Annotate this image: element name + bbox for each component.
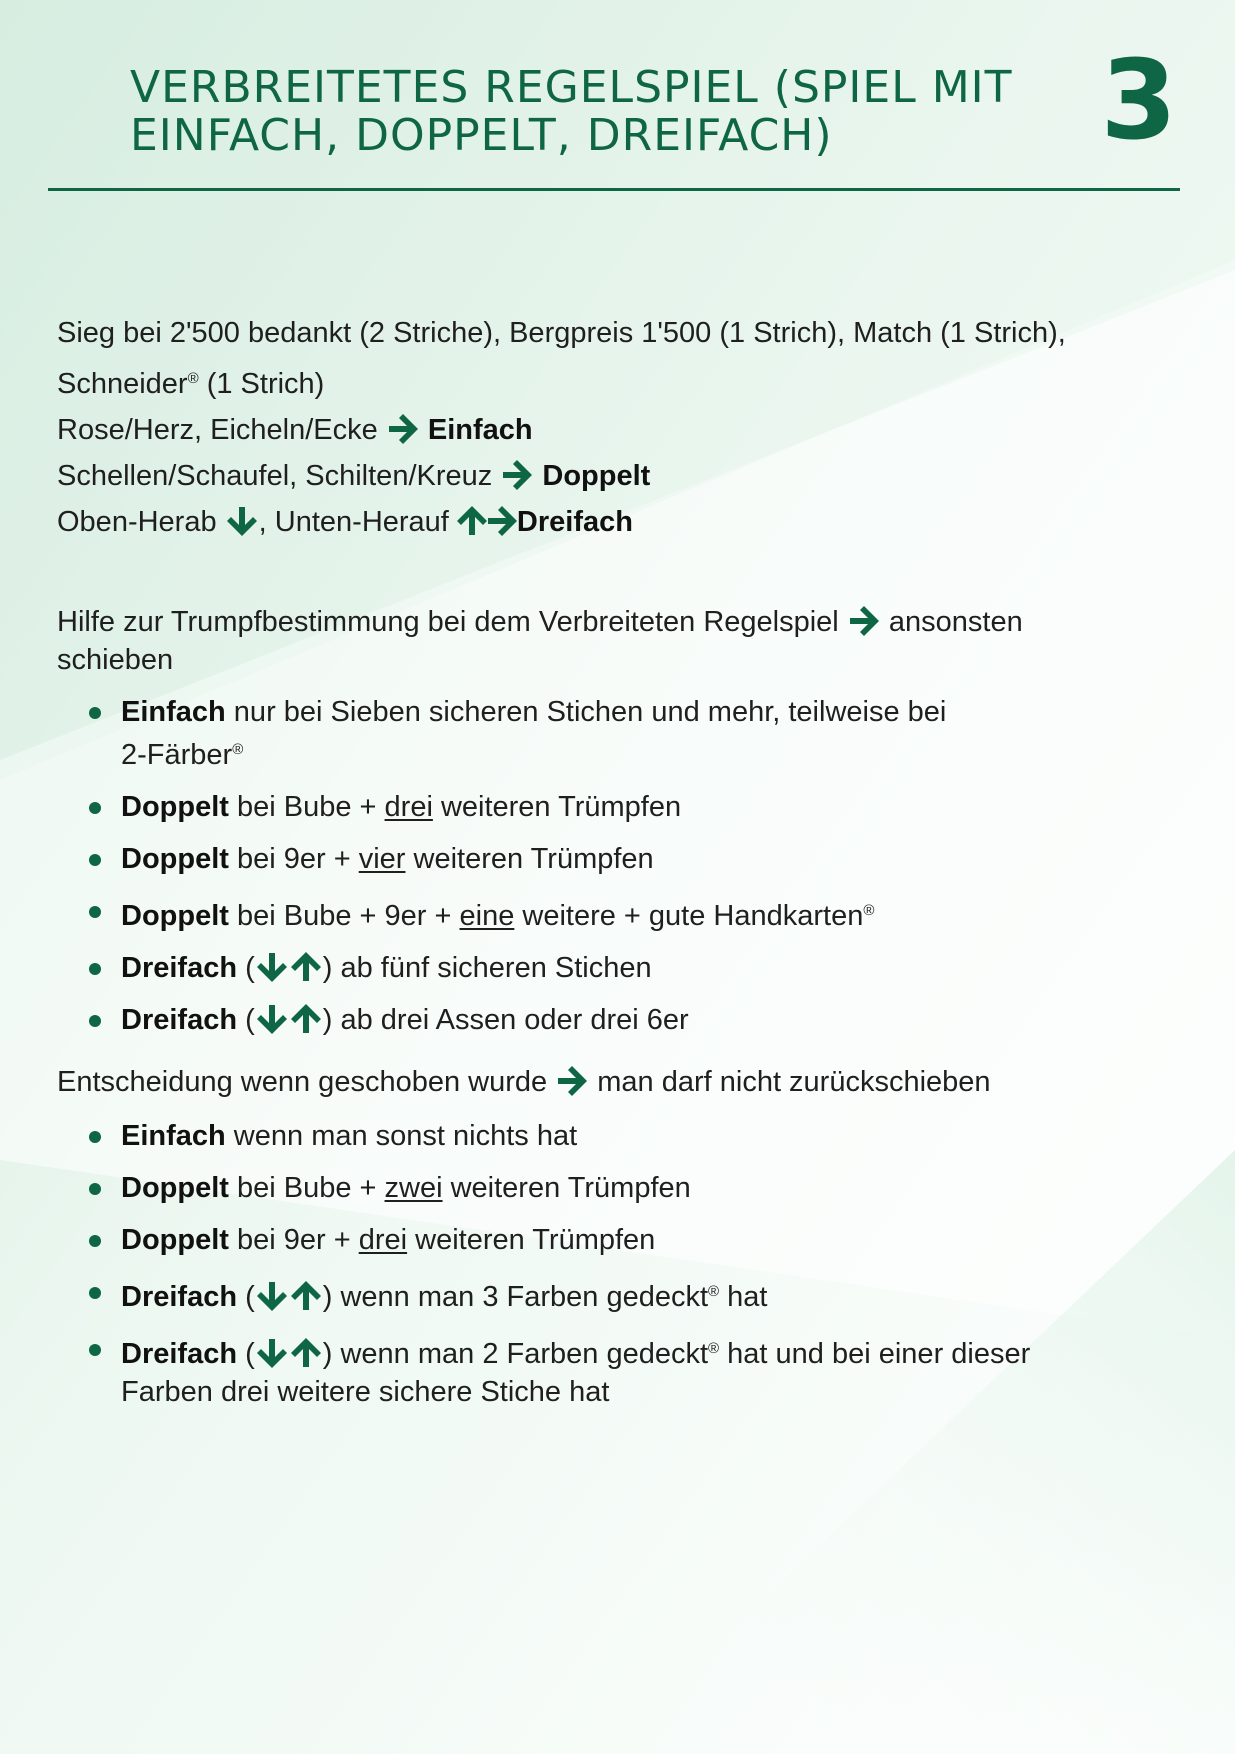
content — [57, 310, 1187, 1425]
bullet-dot — [89, 802, 101, 814]
list-item: Doppelt bei Bube + zwei weiteren Trümpfen — [57, 1169, 1187, 1207]
bullet-dot — [89, 1015, 101, 1027]
list-item: Dreifach ( ) wenn man 3 Farben gedeckt® hat — [57, 1273, 1187, 1316]
list-item: Doppelt bei Bube + 9er + eine weitere + gute Handkarten® — [57, 892, 1187, 935]
title-line-2: EINFACH, DOPPELT, DREIFACH) — [130, 110, 833, 161]
header-divider — [48, 188, 1180, 191]
page-number: 3 — [1100, 36, 1177, 164]
arrow-down-icon — [255, 1002, 289, 1036]
bullet-dot — [89, 1183, 101, 1195]
bullet-dot — [89, 707, 101, 719]
help-list — [57, 693, 1187, 1039]
arrow-right-icon — [500, 458, 534, 492]
arrow-right-icon — [555, 1064, 589, 1098]
help-intro: Hilfe zur Trumpfbestimmung bei dem Verbreiteten Regelspiel ansonsten schieben — [57, 606, 1023, 676]
list-item: Dreifach ( ) wenn man 2 Farben gedeckt® hat und bei einer dieser Farben drei weitere sichere Stiche hat — [57, 1330, 1187, 1411]
rule-rose: Rose/Herz, Eicheln/Ecke Einfach — [57, 414, 533, 446]
decision-list — [57, 1117, 1187, 1411]
bullet-dot — [89, 906, 101, 918]
arrow-down-icon — [255, 1279, 289, 1313]
arrow-right-icon — [386, 412, 420, 446]
list-item: Doppelt bei Bube + drei weiteren Trümpfen — [57, 788, 1187, 826]
list-item: Dreifach ( ) ab drei Assen oder drei 6er — [57, 1001, 1187, 1039]
title-line-1: VERBREITETES REGELSPIEL (SPIEL MIT — [130, 62, 1013, 113]
bullet-dot — [89, 1287, 101, 1299]
intro-line-2: Schneider® (1 Strich) — [57, 368, 325, 400]
arrow-down-icon — [225, 504, 259, 538]
arrow-right-icon — [847, 604, 881, 638]
bullet-dot — [89, 963, 101, 975]
arrow-down-icon — [255, 950, 289, 984]
intro-line-1: Sieg bei 2'500 bedankt (2 Striche), Bergpreis 1'500 (1 Strich), Match (1 Strich), — [57, 317, 1066, 349]
bullet-dot — [89, 1131, 101, 1143]
page-title — [130, 62, 1013, 161]
bullet-dot — [89, 1344, 101, 1356]
arrow-up-icon — [455, 504, 489, 538]
arrow-up-icon — [289, 1279, 323, 1313]
arrow-down-icon — [255, 1336, 289, 1370]
bullet-dot — [89, 1235, 101, 1247]
registered-mark: ® — [187, 370, 199, 387]
list-item: Dreifach ( ) ab fünf sicheren Stichen — [57, 949, 1187, 987]
arrow-up-icon — [289, 1002, 323, 1036]
arrow-up-icon — [289, 950, 323, 984]
list-item: Doppelt bei 9er + drei weiteren Trümpfen — [57, 1221, 1187, 1259]
list-item: Doppelt bei 9er + vier weiteren Trümpfen — [57, 840, 1187, 878]
rule-oben-unten: Oben-Herab , Unten-Herauf Dreifach — [57, 506, 633, 538]
list-item: Einfach wenn man sonst nichts hat — [57, 1117, 1187, 1155]
list-item: Einfach nur bei Sieben sicheren Stichen und mehr, teilweise bei 2-Färber® — [57, 693, 1187, 774]
arrow-up-icon — [289, 1336, 323, 1370]
bullet-dot — [89, 854, 101, 866]
rule-schellen: Schellen/Schaufel, Schilten/Kreuz Doppelt — [57, 460, 651, 492]
decision-intro: Entscheidung wenn geschoben wurde man darf nicht zurückschieben — [57, 1066, 991, 1098]
arrow-right-icon — [485, 504, 519, 538]
